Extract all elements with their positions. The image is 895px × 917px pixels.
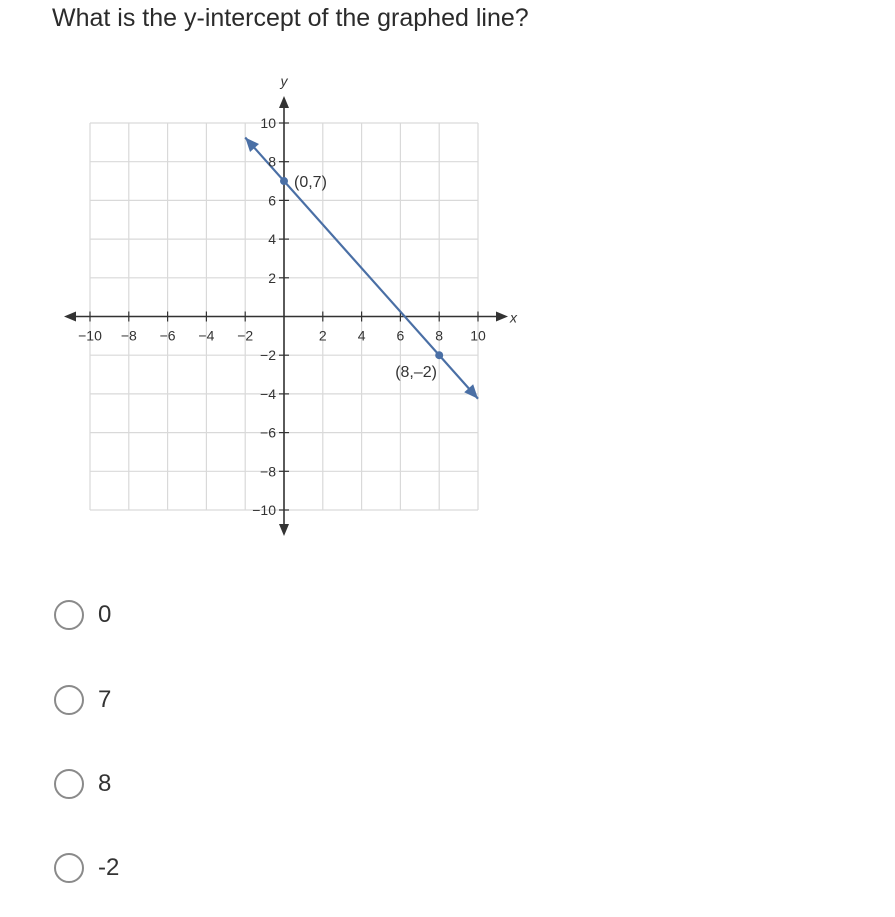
y-axis-arrow-up-icon — [279, 96, 289, 108]
y-axis-arrow-down-icon — [279, 524, 289, 536]
x-tick-label: −2 — [237, 327, 254, 344]
x-tick-label: −10 — [78, 327, 102, 344]
x-tick-label: 8 — [435, 327, 444, 344]
radio-button[interactable] — [54, 853, 84, 883]
data-point — [435, 351, 443, 359]
x-tick-label: 6 — [396, 327, 405, 344]
x-tick-label: −8 — [120, 327, 137, 344]
x-tick-label: 10 — [470, 327, 486, 344]
y-tick-label: 8 — [268, 153, 276, 170]
x-tick-label: 4 — [357, 327, 366, 344]
y-tick-label: 6 — [268, 192, 276, 209]
answer-option-label: -2 — [98, 854, 120, 881]
answer-option-0[interactable] — [54, 600, 111, 630]
answer-option-label: 8 — [98, 770, 112, 797]
radio-button[interactable] — [54, 685, 84, 715]
answer-option-label: 7 — [98, 686, 112, 713]
radio-button[interactable] — [54, 769, 84, 799]
point-label: (8,–2) — [395, 364, 437, 382]
x-axis-arrow-left-icon — [64, 312, 76, 322]
y-tick-label: 4 — [268, 231, 276, 248]
answer-option-1[interactable] — [54, 685, 111, 715]
data-point — [280, 177, 288, 185]
x-axis-label: x — [510, 309, 517, 326]
x-axis-arrow-right-icon — [496, 312, 508, 322]
y-tick-label: 10 — [260, 115, 276, 131]
x-tick-label: 2 — [318, 327, 327, 344]
tick-labels — [78, 73, 518, 518]
y-tick-label: −10 — [252, 502, 276, 518]
y-tick-label: −4 — [260, 385, 276, 402]
y-tick-label: −6 — [260, 424, 276, 441]
radio-button[interactable] — [54, 600, 84, 630]
x-tick-label: −6 — [159, 327, 176, 344]
y-axis-label: y — [280, 73, 288, 89]
answer-option-label: 0 — [98, 601, 112, 628]
point-label: (0,7) — [294, 174, 327, 192]
answer-option-2[interactable] — [54, 769, 111, 799]
y-tick-label: −8 — [260, 463, 276, 480]
y-tick-label: 2 — [268, 269, 276, 286]
y-tick-label: −2 — [260, 347, 276, 364]
answer-option-3[interactable] — [54, 853, 119, 883]
question-text: What is the y-intercept of the graphed line? — [52, 4, 529, 32]
x-tick-label: −4 — [198, 327, 215, 344]
